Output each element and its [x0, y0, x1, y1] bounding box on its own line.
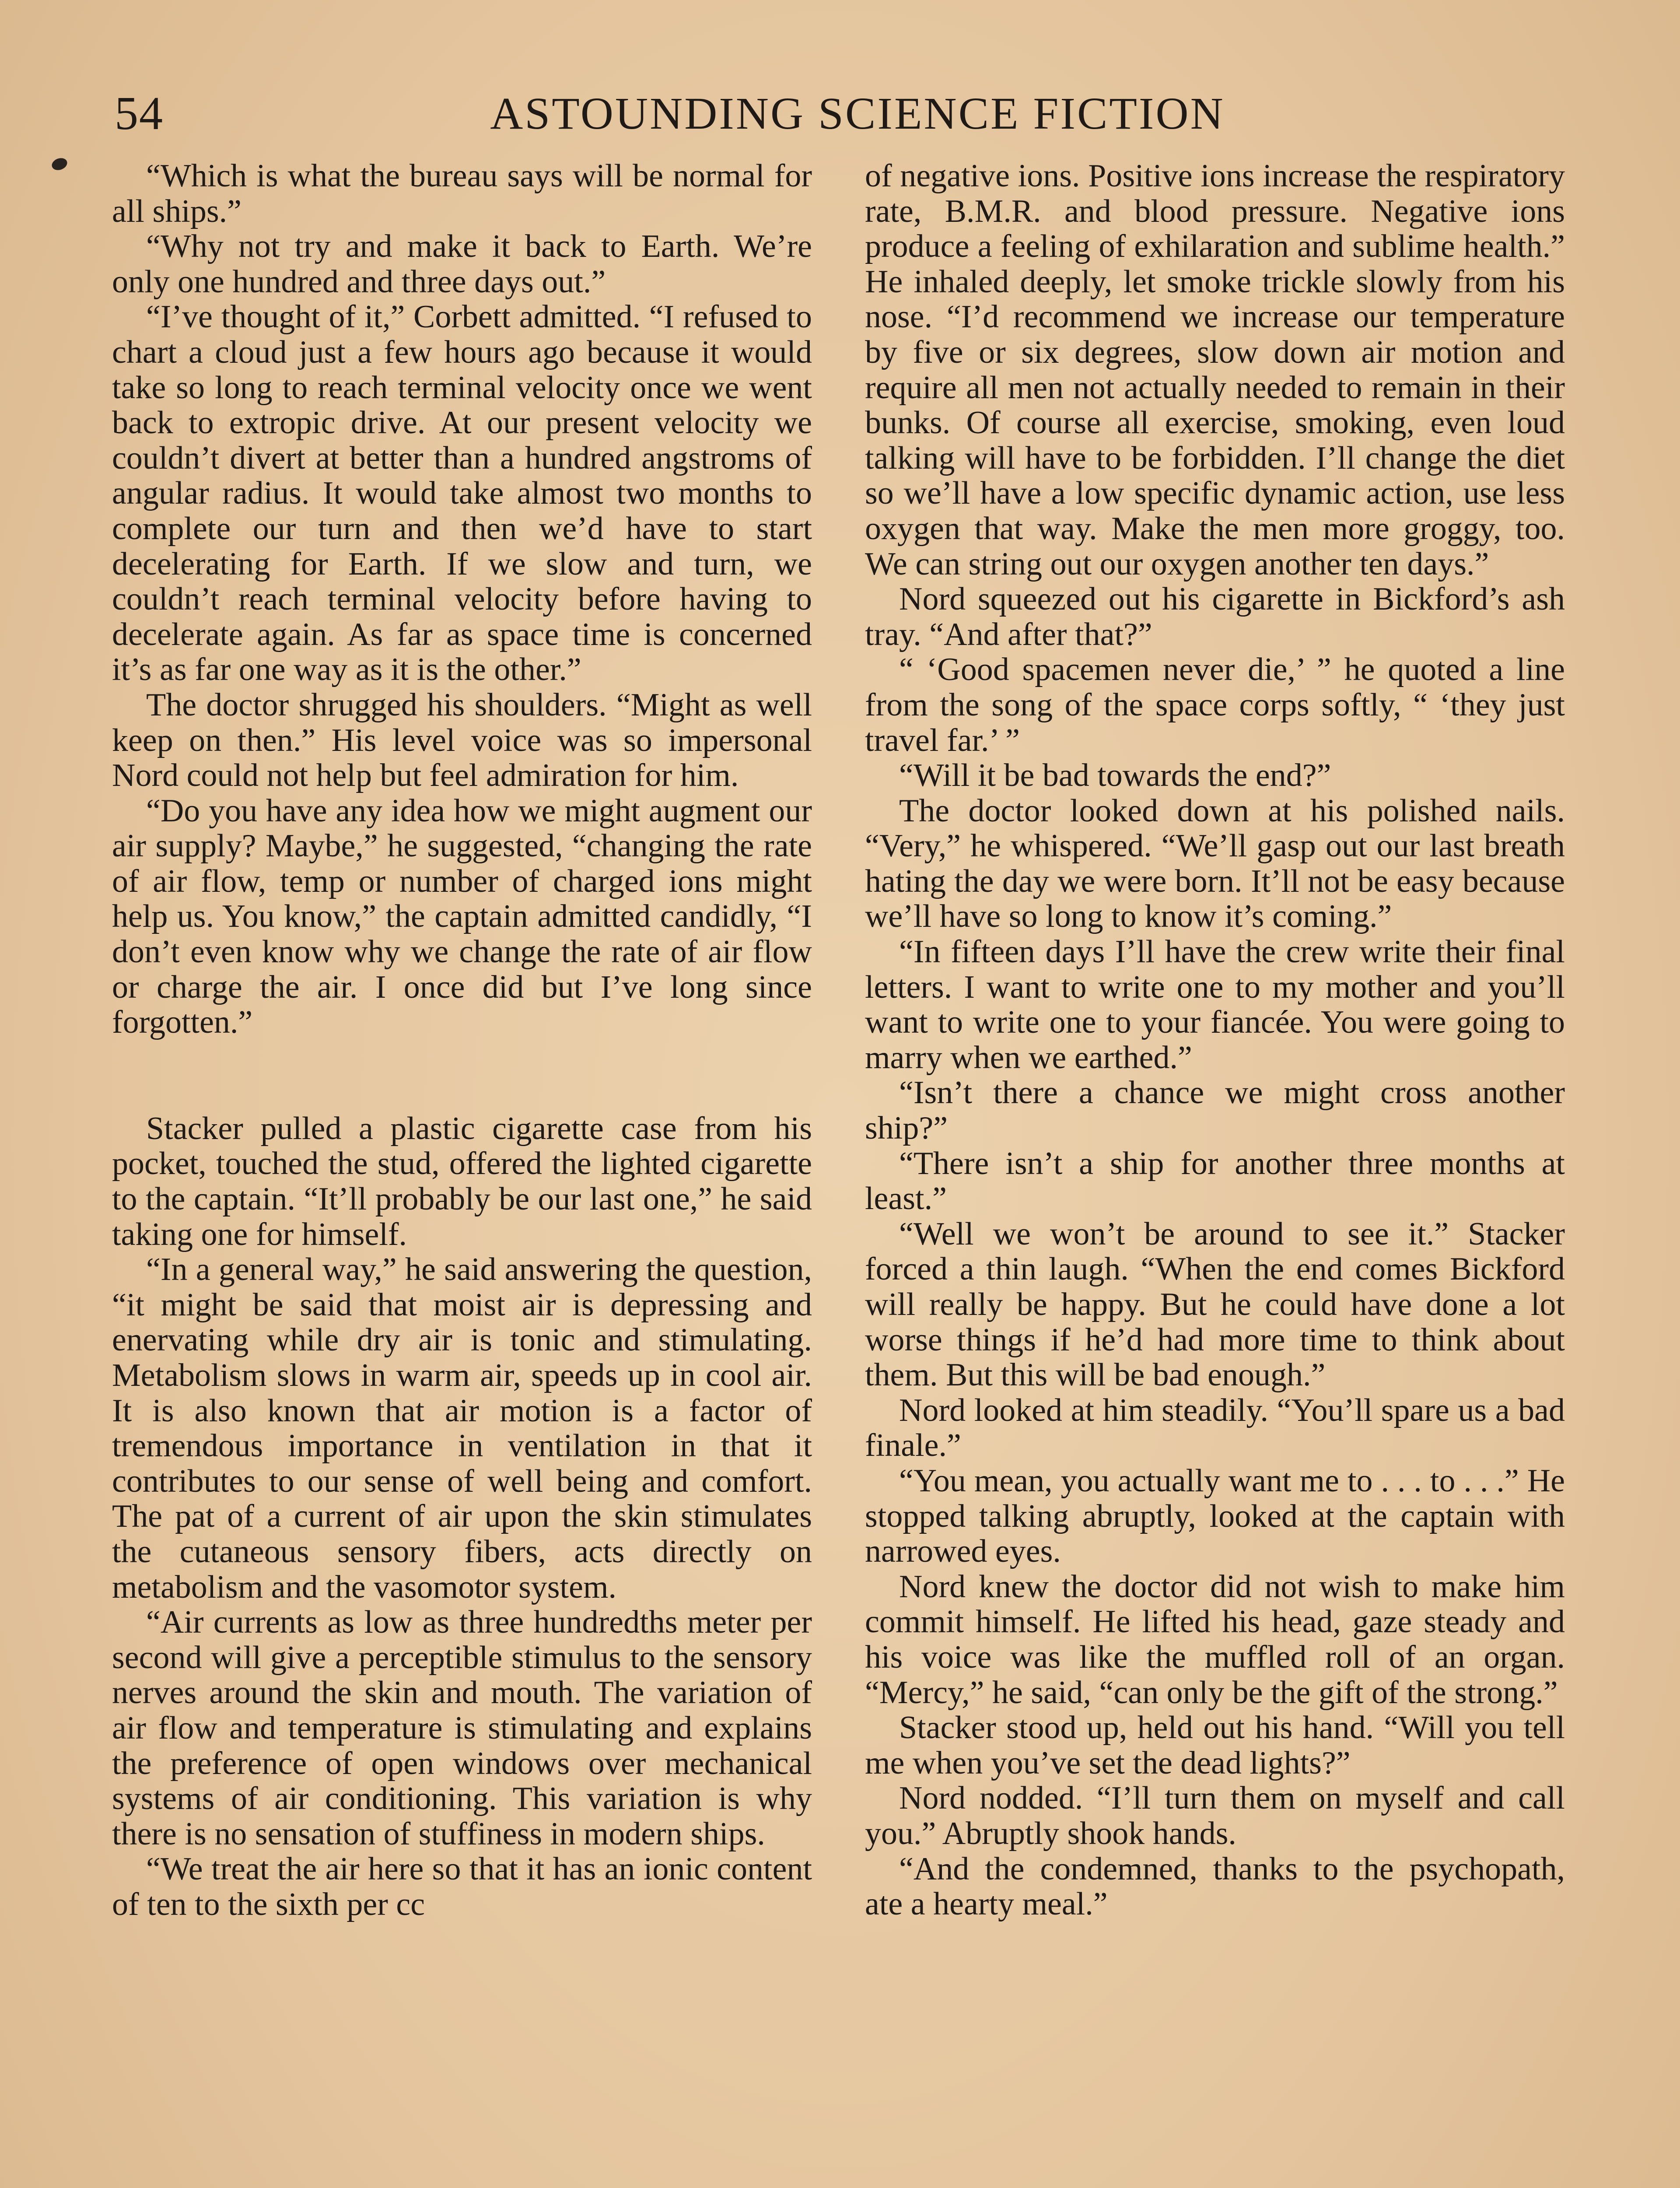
paragraph: “Which is what the bureau says will be normal for all ships.”: [112, 158, 812, 229]
paragraph: “Well we won’t be around to see it.” Stacker forced a thin laugh. “When the end comes Bickford will really be happy. But he could have done a lot worse things if he’d had more time to think about them. But this will be bad enough.”: [865, 1216, 1565, 1393]
page-header: [0, 83, 1680, 153]
paragraph: “There isn’t a ship for another three months at least.”: [865, 1145, 1565, 1217]
paragraph: “Do you have any idea how we might augment our air supply? Maybe,” he suggested, “changing the rate of air flow, temp or number of charged ions might help us. You know,” the captain admitted candidly, “I don’t even know why we change the rate of air flow or charge the air. I once did but I’ve long since forgotten.”: [112, 792, 812, 1041]
paragraph: “In a general way,” he said answering the question, “it might be said that moist air is depressing and enervating while dry air is tonic and stimulating. Metabolism slows in warm air, speeds up in cool air. It is also known that air motion is a factor of tremendous importance in ventilation in that it contributes to our sense of well being and comfort. The pat of a current of air upon the skin stimulates the cutaneous sensory fibers, acts directly on metabolism and the vasomotor system.: [112, 1252, 812, 1605]
running-head: ASTOUNDING SCIENCE FICTION: [490, 88, 1225, 139]
paragraph: “Why not try and make it back to Earth. We’re only one hundred and three days out.”: [112, 228, 812, 300]
paragraph: The doctor looked down at his polished nails. “Very,” he whispered. “We’ll gasp out our last breath hating the day we were born. It’ll not be easy because we’ll have so long to know it’s coming.”: [865, 792, 1565, 935]
paragraph: “We treat the air here so that it has an ionic content of ten to the sixth per cc: [112, 1851, 812, 1922]
paragraph: “And the condemned, thanks to the psychopath, ate a hearty meal.”: [865, 1851, 1565, 1922]
paragraph: Nord looked at him steadily. “You’ll spare us a bad finale.”: [865, 1392, 1565, 1464]
paragraph: “Isn’t there a chance we might cross another ship?”: [865, 1075, 1565, 1147]
paragraph: Nord knew the doctor did not wish to make him commit himself. He lifted his head, gaze steady and his voice was like the muffled roll of an organ. “Mercy,” he said, “can only be the gift of the strong.”: [865, 1568, 1565, 1711]
paragraph: Nord squeezed out his cigarette in Bickford’s ash tray. “And after that?”: [865, 581, 1565, 652]
paragraph: “Air currents as low as three hundredths meter per second will give a perceptible stimulus to the sensory nerves around the skin and mouth. The variation of air flow and temperature is stimulating and explains the preference of open windows over mechanical systems of air conditioning. This variation is why there is no sensation of stuffiness in modern ships.: [112, 1604, 812, 1852]
left-column: [112, 158, 812, 1922]
paragraph: “ ‘Good spacemen never die,’ ” he quoted a line from the song of the space corps softly, “ ‘they just travel far.’ ”: [865, 652, 1565, 758]
paragraph: “You mean, you actually want me to . . . to . . .” He stopped talking abruptly, looked at the captain with narrowed eyes.: [865, 1462, 1565, 1570]
paragraph: Stacker pulled a plastic cigarette case from his pocket, touched the stud, offered the lighted cigarette to the captain. “It’ll probably be our last one,” he said taking one for himself.: [112, 1110, 812, 1252]
page-number: 54: [115, 88, 164, 140]
paragraph: Nord nodded. “I’ll turn them on myself and call you.” Abruptly shook hands.: [865, 1780, 1565, 1851]
paragraph: of negative ions. Positive ions increase the respiratory rate, B.M.R. and blood pressure. Negative ions produce a feeling of exhilaration and sublime health.” He inhaled deeply, let smoke trickle slowly from his nose. “I’d recommend we increase our temperature by five or six degrees, slow down air motion and require all men not actually needed to remain in their bunks. Of course all exercise, smoking, even loud talking will have to be forbidden. I’ll change the diet so we’ll have a low specific dynamic action, use less oxygen that way. Make the men more groggy, too. We can string out our oxygen another ten days.”: [865, 158, 1565, 582]
paragraph: “Will it be bad towards the end?”: [899, 757, 1331, 794]
ink-speck: [50, 156, 69, 172]
right-column: [865, 158, 1565, 1922]
paragraph: “I’ve thought of it,” Corbett admitted. “I refused to chart a cloud just a few hours ago because it would take so long to reach terminal velocity once we went back to extropic drive. At our present velocity we couldn’t divert at better than a hundred angstroms of angular radius. It would take almost two months to complete our turn and then we’d have to start decelerating for Earth. If we slow and turn, we couldn’t reach terminal velocity before having to decelerate again. As far as space time is concerned it’s as far one way as it is the other.”: [112, 299, 812, 688]
paragraph: Stacker stood up, held out his hand. “Will you tell me when you’ve set the dead lights?”: [865, 1710, 1565, 1781]
paragraph: The doctor shrugged his shoulders. “Might as well keep on then.” His level voice was so impersonal Nord could not help but feel admiration for him.: [112, 687, 812, 794]
paragraph: “In fifteen days I’ll have the crew write their final letters. I want to write one to my mother and you’ll want to write one to your fiancée. You were going to marry when we earthed.”: [865, 934, 1565, 1076]
